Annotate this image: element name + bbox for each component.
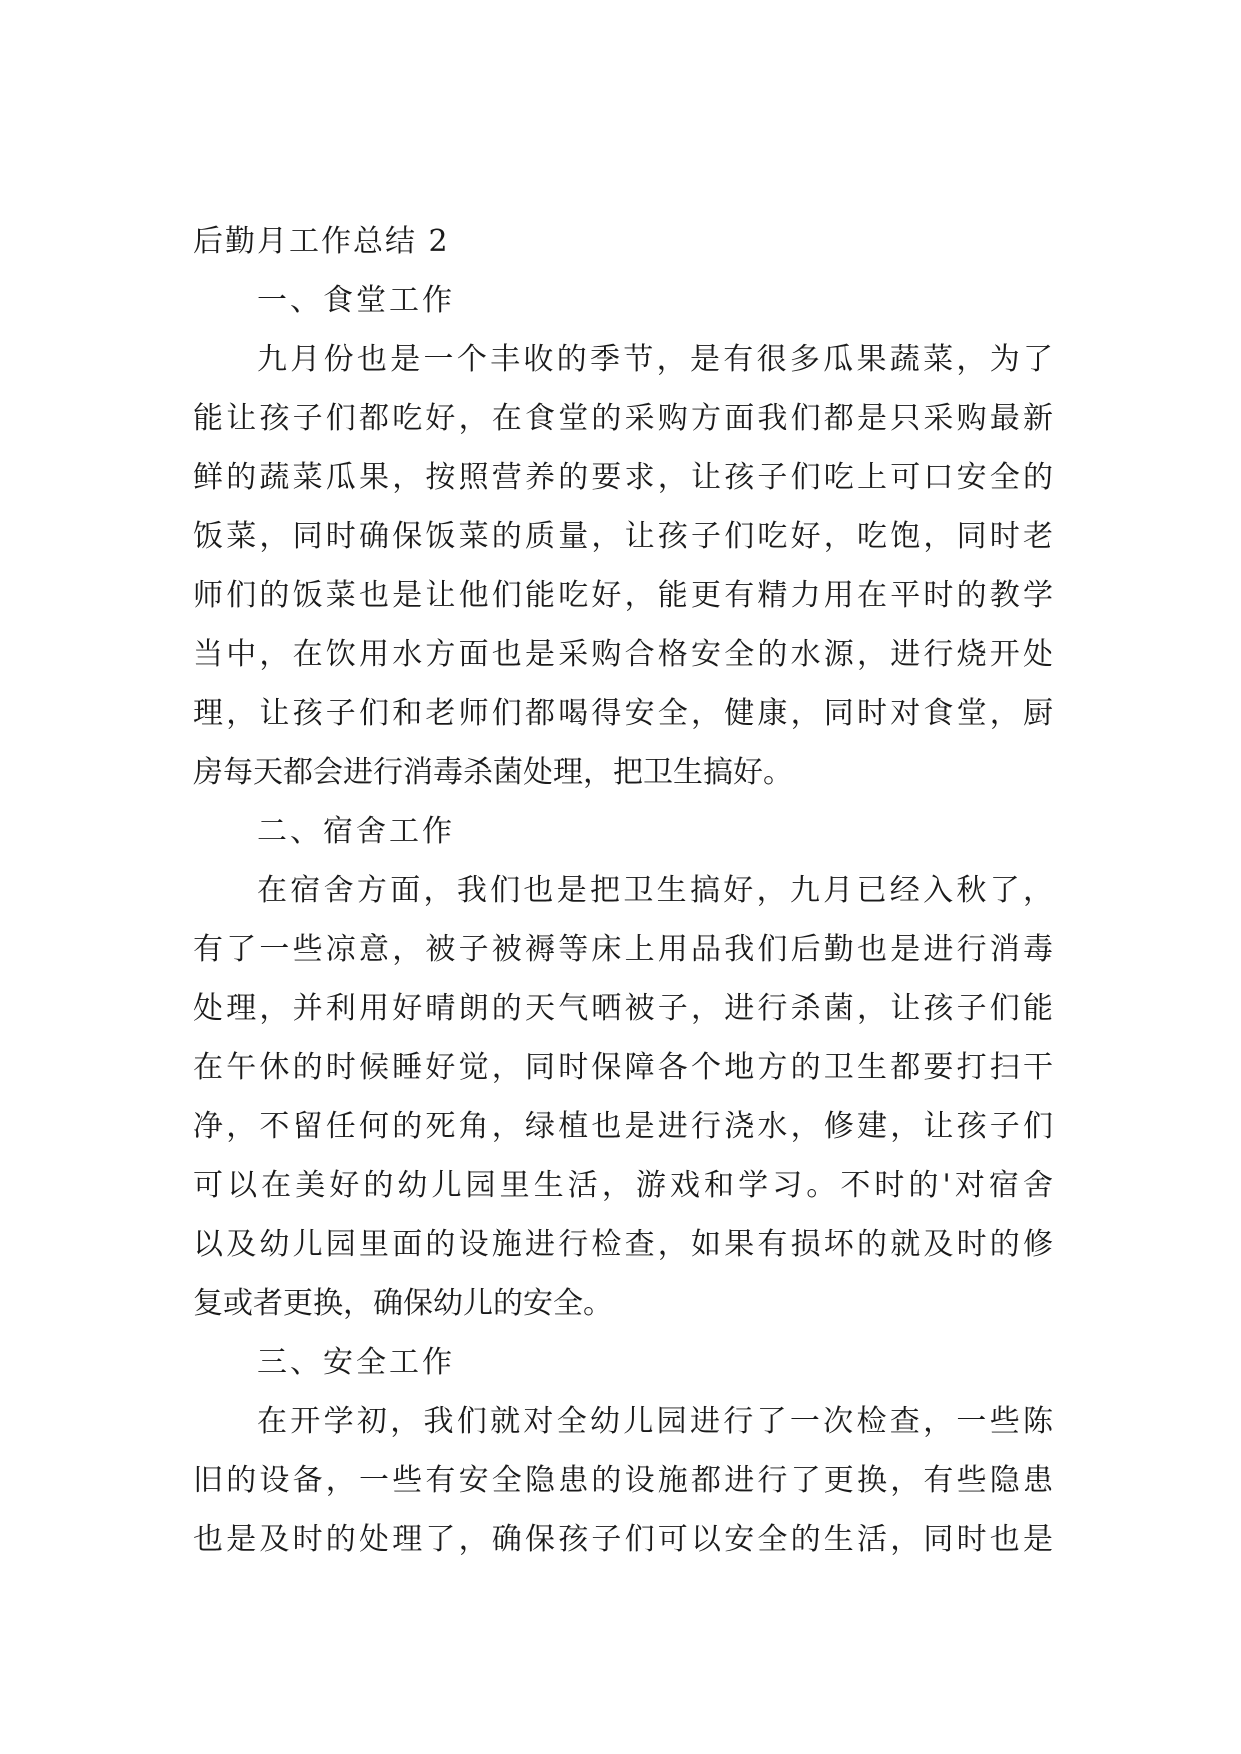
document-body: [193, 212, 1053, 1569]
paragraph-line: 也是及时的处理了，确保孩子们可以安全的生活，同时也是: [193, 1522, 1053, 1557]
section-heading-canteen: 一、食堂工作: [257, 283, 455, 318]
paragraph-line: 师们的饭菜也是让他们能吃好，能更有精力用在平时的教学: [193, 578, 1053, 613]
paragraph-line: 饭菜，同时确保饭菜的质量，让孩子们吃好，吃饱，同时老: [193, 519, 1053, 554]
paragraph-line: 有了一些凉意，被子被褥等床上用品我们后勤也是进行消毒: [193, 932, 1053, 967]
paragraph-line: 鲜的蔬菜瓜果，按照营养的要求，让孩子们吃上可口安全的: [193, 460, 1053, 495]
paragraph-line: 能让孩子们都吃好，在食堂的采购方面我们都是只采购最新: [193, 401, 1053, 436]
paragraph-line: 处理，并利用好晴朗的天气晒被子，进行杀菌，让孩子们能: [193, 991, 1053, 1026]
paragraph-line: 当中，在饮用水方面也是采购合格安全的水源，进行烧开处: [193, 637, 1053, 672]
paragraph-line: 房每天都会进行消毒杀菌处理，把卫生搞好。: [193, 755, 793, 790]
document-title: 后勤月工作总结 2: [193, 224, 450, 259]
paragraph-line: 理，让孩子们和老师们都喝得安全，健康，同时对食堂，厨: [193, 696, 1053, 731]
paragraph-line: 可以在美好的幼儿园里生活，游戏和学习。不时的'对宿舍: [193, 1168, 1053, 1203]
paragraph-line: 九月份也是一个丰收的季节，是有很多瓜果蔬菜，为了: [257, 342, 1053, 377]
paragraph-line: 净，不留任何的死角，绿植也是进行浇水，修建，让孩子们: [193, 1109, 1053, 1144]
section-heading-dormitory: 二、宿舍工作: [257, 814, 455, 849]
section-heading-safety: 三、安全工作: [257, 1345, 455, 1380]
paragraph-line: 在开学初，我们就对全幼儿园进行了一次检查，一些陈: [257, 1404, 1053, 1439]
paragraph-line: 在午休的时候睡好觉，同时保障各个地方的卫生都要打扫干: [193, 1050, 1053, 1085]
paragraph-line: 以及幼儿园里面的设施进行检查，如果有损坏的就及时的修: [193, 1227, 1053, 1262]
paragraph-line: 复或者更换，确保幼儿的安全。: [193, 1286, 613, 1321]
paragraph-line: 在宿舍方面，我们也是把卫生搞好，九月已经入秋了，: [257, 873, 1053, 908]
paragraph-line: 旧的设备，一些有安全隐患的设施都进行了更换，有些隐患: [193, 1463, 1053, 1498]
